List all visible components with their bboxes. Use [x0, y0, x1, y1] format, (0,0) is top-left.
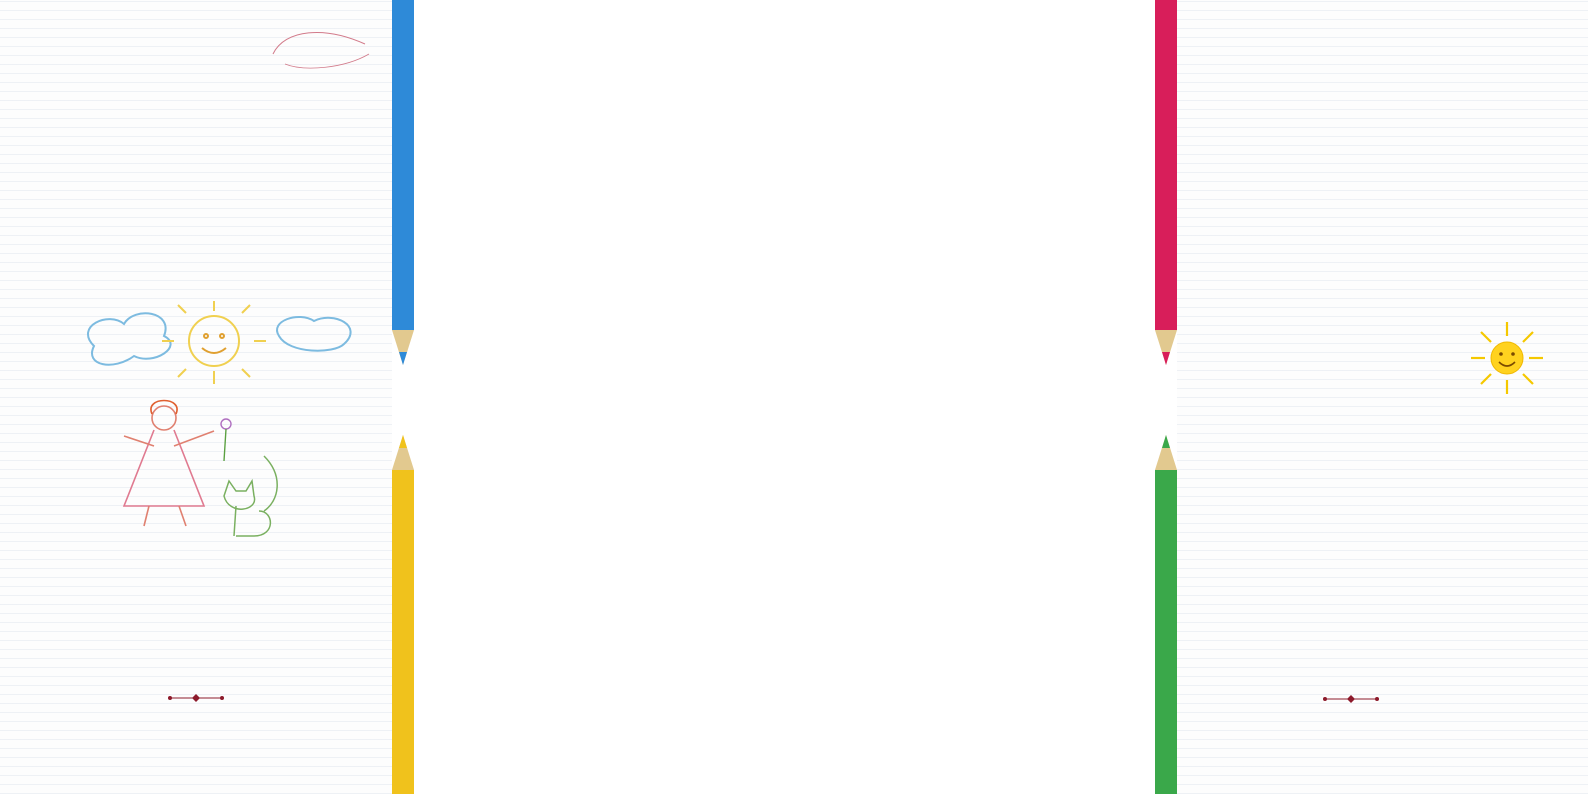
text-column-2: [806, 202, 1105, 215]
flower-doodle: [221, 419, 231, 461]
middle-panel: [392, 0, 1177, 794]
sun-icon: [1467, 318, 1547, 398]
reflexion-logo: [265, 24, 375, 74]
child-drawing-illustration: [14, 296, 376, 560]
ornament-divider: [1321, 694, 1381, 704]
right-panel: [1177, 0, 1588, 794]
cat-doodle: [224, 456, 277, 536]
cloud-doodle-2: [277, 317, 351, 351]
pencil-side-right: [1155, 0, 1177, 794]
logo-swirl-icon: [265, 24, 375, 74]
pencil-side-left: [392, 0, 414, 794]
text-column-1: [489, 202, 762, 224]
cloud-doodle: [88, 313, 171, 364]
ornament-divider: [166, 693, 226, 703]
girl-doodle: [124, 401, 214, 527]
left-panel: [0, 0, 392, 794]
sun-doodle: [162, 301, 266, 384]
article-content: [432, 110, 1137, 670]
